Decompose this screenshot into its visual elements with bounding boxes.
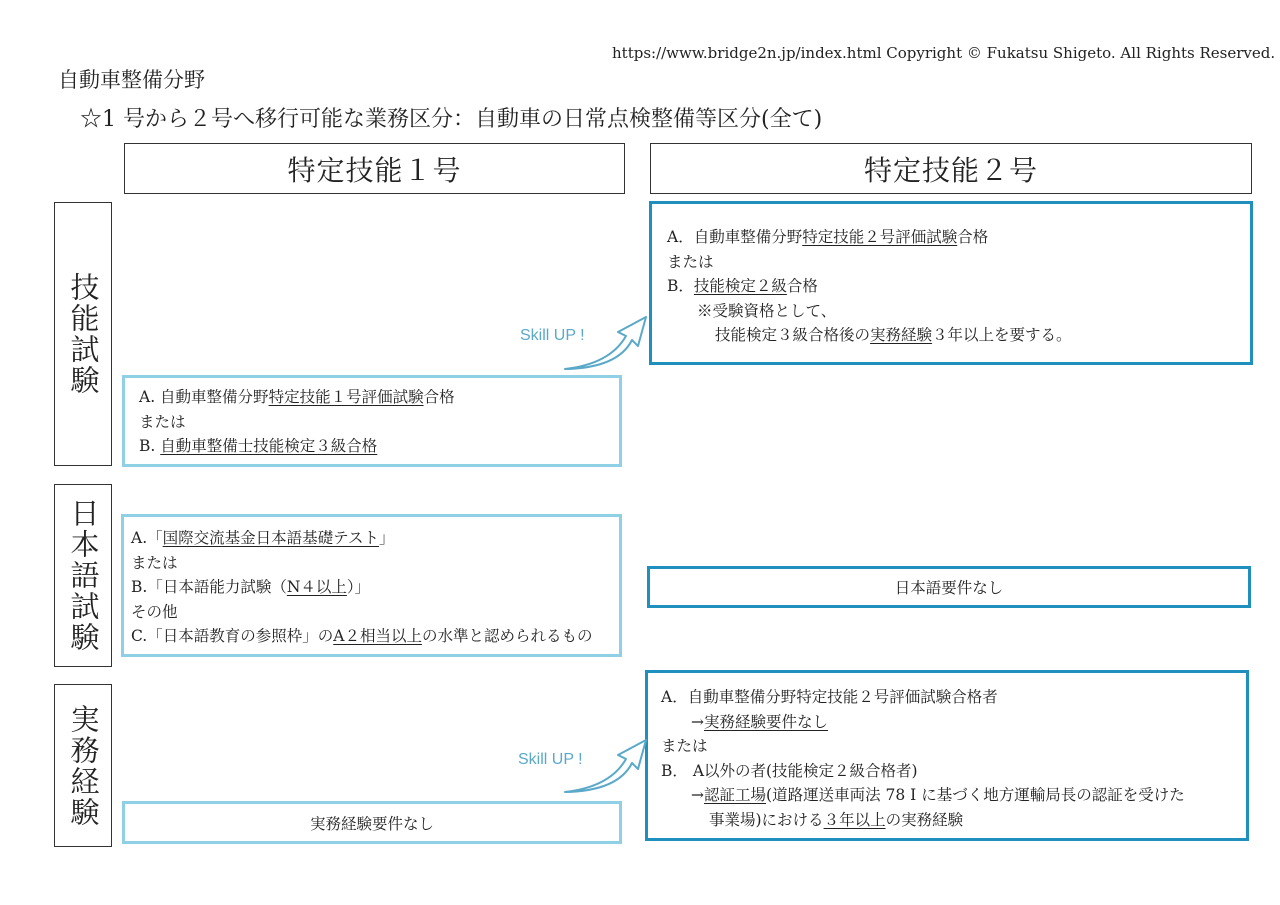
skill-up-arrow-icon-upper: [560, 312, 650, 372]
japanese-test-level1-or: または: [131, 553, 178, 572]
japanese-test-level1-option-a: A.「国際交流基金日本語基礎テスト」: [131, 529, 395, 547]
subtitle: ☆1 号から２号へ移行可能な業務区分：自動車の日常点検整備等区分(全て): [80, 107, 823, 132]
skill-test-level1-option-b: B. 自動車整備士技能検定３級合格: [139, 437, 378, 455]
row-label-skill-test: 技能試験: [54, 202, 112, 466]
japanese-test-level1-other: その他: [131, 602, 178, 621]
japanese-test-level2-box: 日本語要件なし: [647, 566, 1251, 608]
experience-level2-box: [645, 670, 1249, 841]
row-label-japanese-test: 日本語試験: [54, 484, 112, 667]
copyright-notice: https://www.bridge2n.jp/index.html Copyright © Fukatsu Shigeto. All Rights Reserved.: [612, 44, 1276, 62]
skill-up-arrow-icon-lower: [560, 735, 650, 795]
column-header-level1: 特定技能１号: [124, 143, 625, 194]
experience-level2-option-a: A．自動車整備分野特定技能２号評価試験合格者: [661, 688, 998, 706]
experience-level2-option-b-result: →認証工場(道路運送車両法 78 I に基づく地方運輸局長の認証を受けた: [691, 786, 1185, 804]
experience-level2-option-a-result: →実務経験要件なし: [691, 712, 829, 731]
skill-test-level2-option-b: B．技能検定２級合格: [667, 277, 818, 295]
skill-up-label-lower: Skill UP !: [518, 751, 583, 768]
experience-level2-or: または: [661, 737, 708, 755]
row-label-experience: 実務経験: [54, 684, 112, 847]
experience-level2-option-b: B． A以外の者(技能検定２級合格者): [661, 761, 918, 780]
column-header-level2: 特定技能２号: [650, 143, 1252, 194]
skill-up-label-upper: Skill UP !: [520, 327, 585, 344]
skill-test-level1-or: または: [139, 412, 186, 431]
japanese-test-level1-option-b: B.「日本語能力試験（N４以上）」: [131, 578, 371, 596]
skill-test-level1-option-a: A. 自動車整備分野特定技能１号評価試験合格: [139, 388, 455, 406]
skill-test-level2-note-detail: 技能検定３級合格後の実務経験３年以上を要する。: [715, 326, 1072, 344]
skill-test-level2-option-a: A．自動車整備分野特定技能２号評価試験合格: [667, 228, 989, 246]
skill-test-level2-or: または: [667, 252, 714, 271]
japanese-test-level1-option-c: C.「日本語教育の参照枠」のA２相当以上の水準と認められるもの: [131, 627, 593, 645]
skill-test-level2-note: ※受験資格として、: [697, 301, 837, 320]
skill-test-level1-box: [122, 375, 622, 467]
experience-level1-box: 実務経験要件なし: [122, 801, 622, 844]
experience-level2-option-b-detail: 事業場)における３年以上の実務経験: [709, 810, 964, 829]
skill-test-level2-box: [649, 201, 1253, 365]
japanese-test-level1-box: [121, 514, 622, 657]
field-title: 自動車整備分野: [58, 68, 205, 92]
